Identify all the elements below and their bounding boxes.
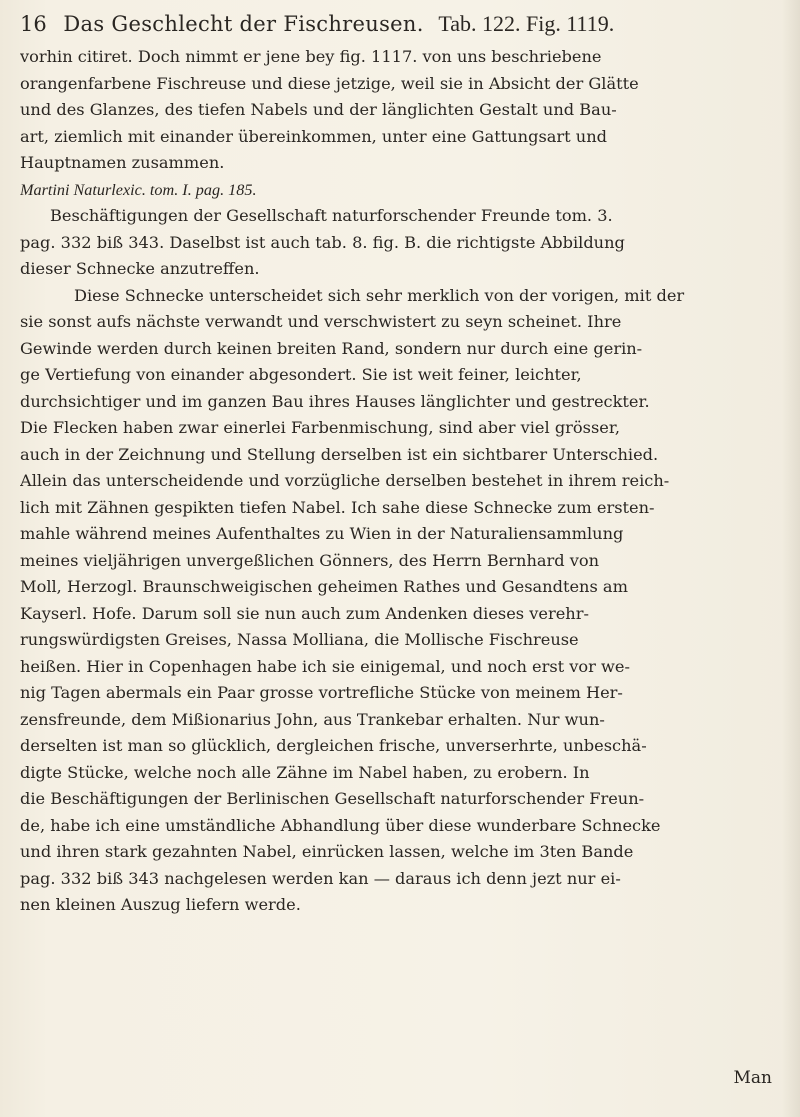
text-line: Hauptnamen zusammen. (20, 153, 225, 172)
text-line: de, habe ich eine umständliche Abhandlung über diese wunderbare Schnecke (20, 815, 661, 835)
citation-beschaeftigungen: Beschäftigungen der Gesellschaft naturforschender Freunde tom. 3. (50, 206, 613, 225)
text-line: ge Vertiefung von einander abgesondert. Sie ist weit feiner, leichter, (20, 365, 582, 384)
plate-figure-reference: Tab. 122. Fig. 1119. (438, 11, 615, 36)
text-line: und ihren stark gezahnten Nabel, einrücken lassen, welche im 3ten Bande (20, 842, 634, 861)
text-line: durchsichtiger und im ganzen Bau ihres Hauses länglichter und gestreckter. (20, 391, 650, 411)
page-header (20, 8, 780, 40)
text-line: zensfreunde, dem Mißionarius John, aus Trankebar erhalten. Nur wun- (20, 709, 605, 729)
text-line: art, ziemlich mit einander übereinkommen, unter eine Gattungsart und (20, 126, 608, 146)
citation-martini: Martini Naturlexic. tom. I. pag. 185. (20, 180, 257, 199)
text-line: Die Flecken haben zwar einerlei Farbenmischung, sind aber viel grösser, (20, 418, 620, 437)
text-line: pag. 332 biß 343 nachgelesen werden kan — daraus ich denn jezt nur ei- (20, 868, 621, 888)
text-line: vorhin citiret. Doch nimmt er jene bey fig. 1117. von uns beschriebene (20, 47, 602, 66)
text-line: meines vieljährigen unvergeßlichen Gönners, des Herrn Bernhard von (20, 550, 600, 570)
page-edge-shadow (782, 0, 800, 1117)
page-number: 16 (20, 12, 47, 36)
running-title: Das Geschlecht der Fischreusen. (63, 12, 424, 36)
text-line: nen kleinen Auszug liefern werde. (20, 895, 301, 914)
text-line: lich mit Zähnen gespikten tiefen Nabel. Ich sahe diese Schnecke zum ersten- (20, 497, 655, 517)
text-line: die Beschäftigungen der Berlinischen Gesellschaft naturforschender Freun- (20, 789, 645, 808)
text-line: Kayserl. Hofe. Darum soll sie nun auch zum Andenken dieses verehr- (20, 603, 589, 623)
body-text (20, 44, 780, 919)
text-line: nig Tagen abermals ein Paar grosse vortrefliche Stücke von meinem Her- (20, 683, 623, 702)
text-line: und des Glanzes, des tiefen Nabels und der länglichten Gestalt und Bau- (20, 100, 617, 119)
text-line: Gewinde werden durch keinen breiten Rand, sondern nur durch eine gerin- (20, 338, 643, 358)
text-line: rungswürdigsten Greises, Nassa Molliana, die Mollische Fischreuse (20, 630, 579, 649)
text-line: orangenfarbene Fischreuse und diese jetzige, weil sie in Absicht der Glätte (20, 73, 639, 93)
text-line: dieser Schnecke anzutreffen. (20, 259, 260, 278)
text-line: Allein das unterscheidende und vorzügliche derselben bestehet in ihrem reich- (20, 471, 670, 490)
text-line: mahle während meines Aufenthaltes zu Wien in der Naturaliensammlung (20, 524, 624, 543)
text-line: sie sonst aufs nächste verwandt und verschwistert zu seyn scheinet. Ihre (20, 312, 622, 331)
catchword: Man (733, 1068, 772, 1088)
text-line: Moll, Herzogl. Braunschweigischen geheimen Rathes und Gesandtens am (20, 577, 628, 596)
text-line: pag. 332 biß 343. Daselbst ist auch tab. 8. fig. B. die richtigste Abbildung (20, 232, 625, 252)
text-line: digte Stücke, welche noch alle Zähne im Nabel haben, zu erobern. In (20, 762, 590, 782)
text-line: heißen. Hier in Copenhagen habe ich sie einigemal, und noch erst vor we- (20, 656, 630, 676)
paragraph-start: Diese Schnecke unterscheidet sich sehr merklich von der vorigen, mit der (74, 285, 685, 305)
text-line: derselten ist man so glücklich, dergleichen frische, unverserhrte, unbeschä- (20, 736, 647, 755)
text-line: auch in der Zeichnung und Stellung derselben ist ein sichtbarer Unterschied. (20, 444, 659, 464)
